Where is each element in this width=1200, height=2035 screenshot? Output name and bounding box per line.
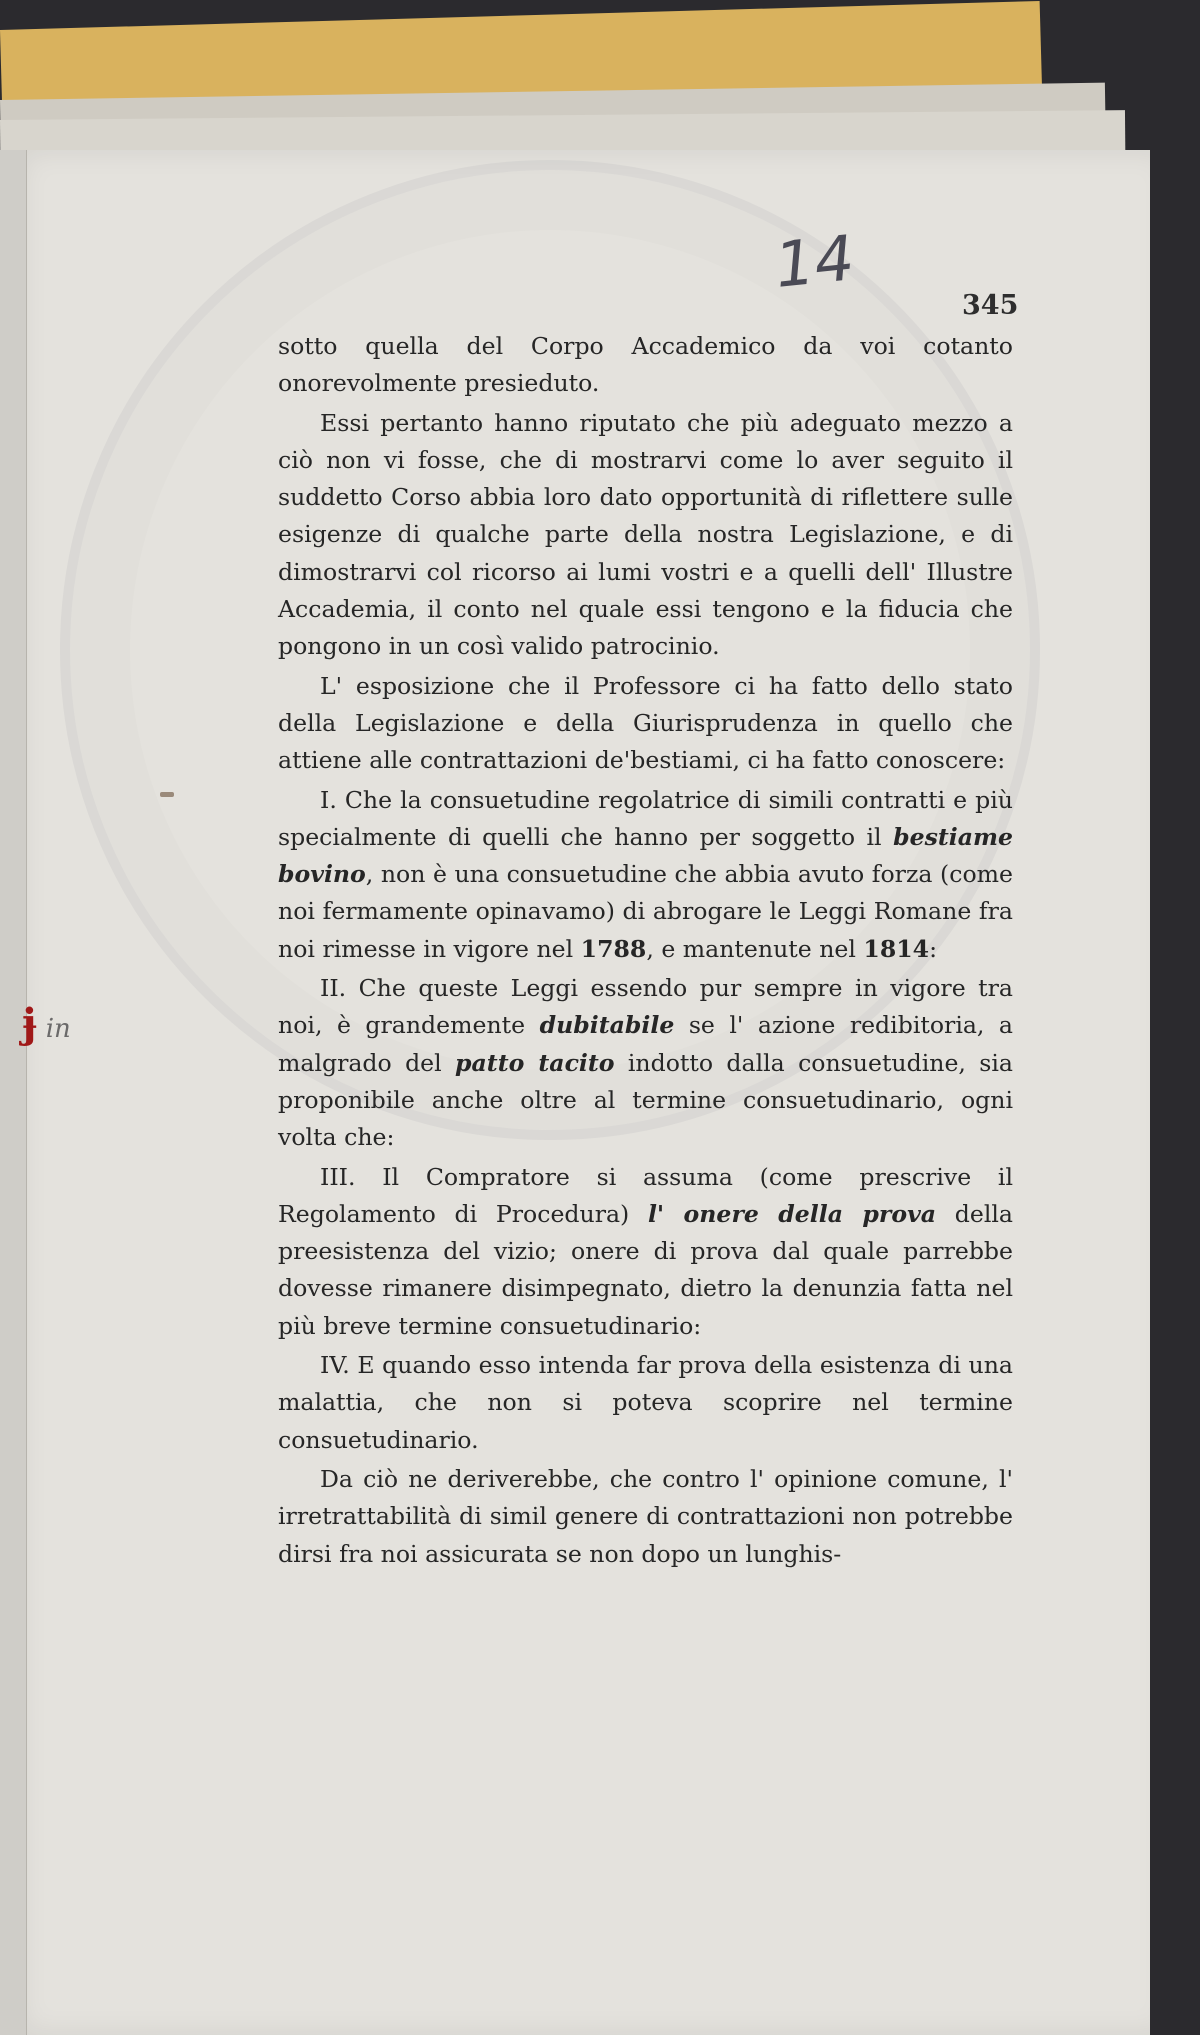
red-ink-mark: ɉ — [22, 1000, 38, 1047]
paragraph — [278, 782, 1013, 968]
italic-text: l' onere della prova — [647, 1199, 937, 1228]
italic-text: bestiame bovino — [278, 822, 1013, 889]
text-run: Da ciò ne deriverebbe, che contro l' opinione comune, l' irretrattabilità di simil genere di contrattazioni non potrebbe dirsi fra noi assicurata se non dopo un lunghis- — [278, 1464, 1013, 1568]
bold-year: 1814 — [863, 934, 930, 963]
text-run: indotto dalla consuetudine, sia proponibile anche oltre al termine consuetudinario, ogni volta che: — [278, 1048, 1013, 1152]
italic-text: patto tacito — [455, 1048, 615, 1077]
text-run: della preesistenza del vizio; onere di prova dal quale parrebbe dovesse rimanere disimpegnato, dietro la denunzia fatta nel più breve termine consuetudinario: — [278, 1199, 1013, 1340]
text-run: IV. E quando esso intenda far prova della esistenza di una malattia, che non si poteva scoprire nel termine consuetudinario. — [278, 1351, 1013, 1454]
paragraph — [278, 970, 1013, 1156]
paragraph — [278, 328, 1013, 403]
text-run: I. Che la consuetudine regolatrice di simili contratti e più specialmente di quelli che hanno per soggetto il — [278, 785, 1013, 851]
page-number: 345 — [962, 290, 1019, 321]
text-run: L' esposizione che il Professore ci ha fatto dello stato della Legislazione e della Giurisprudenza in quello che attiene alle contrattazioni de'bestiami, ci ha fatto conoscere: — [278, 671, 1013, 775]
bold-year: 1788 — [580, 934, 647, 963]
text-run: : — [929, 934, 938, 963]
paragraph — [278, 405, 1013, 666]
body-text — [278, 328, 1013, 1573]
margin-dash-mark — [160, 792, 174, 797]
text-run: sotto quella del Corpo Accademico da voi cotanto onorevolmente presieduto. — [278, 332, 1013, 398]
margin-note — [22, 1000, 71, 1047]
text-run: se l' azione redibitoria, a malgrado del — [278, 1011, 1013, 1077]
paragraph — [278, 668, 1013, 780]
handwritten-folio-number: 14 — [771, 221, 858, 302]
text-run: II. Che queste Leggi essendo pur sempre in vigore tra noi, è grandemente — [278, 974, 1013, 1040]
margin-note-text: in — [45, 1014, 71, 1044]
paragraph — [278, 1347, 1013, 1459]
text-run: , non è una consuetudine che abbia avuto forza (come noi fermamente opinavamo) di abrogare le Leggi Romane fra noi rimesse in vigore nel — [278, 860, 1013, 963]
text-run: , e mantenute nel — [646, 934, 864, 963]
paragraph — [278, 1461, 1013, 1573]
paragraph — [278, 1159, 1013, 1345]
italic-text: dubitabile — [539, 1011, 675, 1040]
left-page-leaf — [0, 150, 27, 2035]
text-run: Essi pertanto hanno riputato che più adeguato mezzo a ciò non vi fosse, che di mostrarvi come lo aver seguito il suddetto Corso abbia loro dato opportunità di riflettere sulle esigenze di qualche parte della nostra Legislazione, e di dimostrarvi col ricorso ai lumi vostri e a quelli dell' Illustre Accademia, il conto nel quale essi tengono e la fiducia che pongono in un così valido patrocinio. — [278, 408, 1013, 661]
text-run: III. Il Compratore si assuma (come prescrive il Regolamento di Procedura) — [278, 1162, 1013, 1228]
